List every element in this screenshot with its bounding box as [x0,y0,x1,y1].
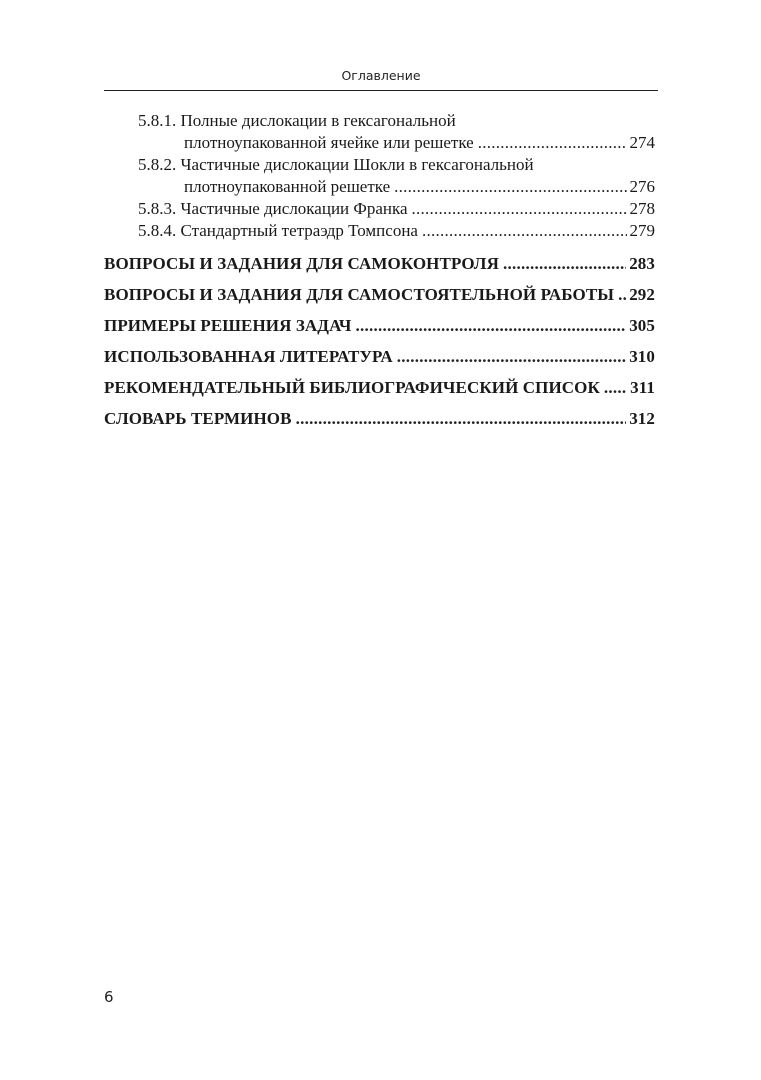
toc-entry-title-wrap [138,220,418,242]
toc-entry-number: 5.8.3. [138,199,177,218]
running-header-title: Оглавление [341,68,421,83]
toc-major-entry [104,377,655,399]
dot-leader [394,176,626,198]
toc-entry-page: 311 [630,378,655,397]
toc-major-entry [104,253,655,275]
toc-entry-title: Частичные дислокации Шокли в гексагональной [180,155,534,174]
toc-entry-title: ВОПРОСЫ И ЗАДАНИЯ ДЛЯ САМОКОНТРОЛЯ [104,254,499,273]
toc-major-entry [104,315,655,337]
toc-entry-page: 274 [629,133,655,152]
toc-entry-number: 5.8.4. [138,221,177,240]
toc-sub-entry-continuation [184,176,655,198]
toc-entry-title: ВОПРОСЫ И ЗАДАНИЯ ДЛЯ САМОСТОЯТЕЛЬНОЙ РАБОТЫ [104,285,615,304]
toc-entry-title: Стандартный тетраэдр Томпсона [180,221,418,240]
toc-sub-entry [138,154,655,176]
dot-leader [397,346,626,368]
toc-entry-page: 279 [629,221,655,240]
running-header [104,68,658,91]
dot-leader [478,132,627,154]
toc-entry-title: Полные дислокации в гексагональной [180,111,456,130]
dot-leader [503,253,626,275]
toc-entry-number: 5.8.1. [138,111,177,130]
toc-entry-title: Частичные дислокации Франка [180,199,408,218]
dot-leader [355,315,626,337]
toc-entry-title: ИСПОЛЬЗОВАННАЯ ЛИТЕРАТУРА [104,347,393,366]
toc-major-entry [104,346,655,368]
toc-entry-title-wrap [138,198,408,220]
toc-entry-page: 276 [629,177,655,196]
toc-sub-entry-continuation [184,132,655,154]
dot-leader [618,284,626,306]
toc-entry-page: 278 [629,199,655,218]
toc-entry-title: РЕКОМЕНДАТЕЛЬНЫЙ БИБЛИОГРАФИЧЕСКИЙ СПИСОК [104,378,600,397]
dot-leader [412,198,627,220]
toc-sub-entry [138,220,655,242]
toc-entry-title: СЛОВАРЬ ТЕРМИНОВ [104,409,292,428]
toc-major-entry [104,284,655,306]
toc-sub-entry [138,110,655,132]
page-number: 6 [104,988,114,1006]
toc-entry-page: 292 [629,285,655,304]
toc-entry-title: ПРИМЕРЫ РЕШЕНИЯ ЗАДАЧ [104,316,352,335]
toc-entry-number: 5.8.2. [138,155,177,174]
toc-entry-page: 283 [629,254,655,273]
toc-entry-title: плотноупакованной ячейке или решетке [184,133,474,152]
toc-major-entry [104,408,655,430]
dot-leader [604,377,627,399]
toc-entry-page: 310 [629,347,655,366]
dot-leader [422,220,627,242]
table-of-contents [104,110,655,430]
toc-sub-entry [138,198,655,220]
toc-entry-page: 312 [629,409,655,428]
dot-leader [296,408,627,430]
toc-entry-title: плотноупакованной решетке [184,177,391,196]
toc-entry-page: 305 [629,316,655,335]
